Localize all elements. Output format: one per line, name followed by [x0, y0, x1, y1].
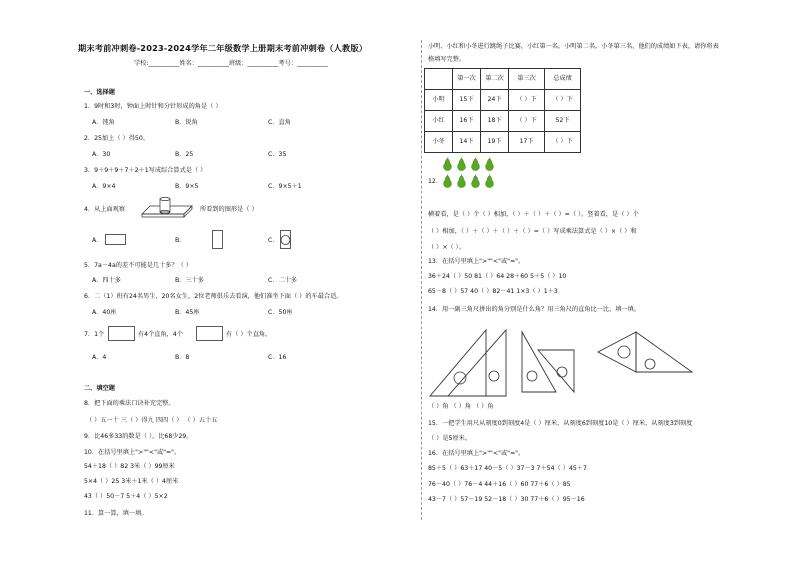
square-icon — [196, 326, 224, 342]
question-7-c: 有（ ）个直角。 — [226, 331, 272, 338]
column-divider — [421, 40, 422, 520]
pear-icon — [470, 157, 481, 171]
table-cell: 15下 — [453, 90, 481, 111]
question-8: 8．把下面的乘法口诀补充完整。 — [84, 400, 175, 407]
q5-option-a: A．四十多 — [92, 277, 121, 284]
pear-icon — [456, 157, 467, 171]
q6-option-c: C．50座 — [268, 309, 293, 316]
table-cell: 14下 — [453, 132, 481, 153]
question-7-a: 7．1个 — [84, 331, 105, 338]
q12-line-3: （ ）×（ ）。 — [428, 244, 465, 251]
triangle-ruler-icon — [428, 320, 508, 398]
table-cell: 18下 — [481, 111, 509, 132]
q10-row-2: 5×4（ ）25 3米＋1米（ ）4厘米 — [84, 478, 179, 485]
q12-line-1: 横着看，是（ ）个（ ）相加，（ ）＋（ ）＋（ ）=（ ）。竖着看，是（ ）个 — [428, 211, 639, 218]
question-1: 1．9时和3时，钟面上时针和分针形成的角是（ ） — [84, 103, 222, 110]
table-intro-line-2: 格填写完整。 — [428, 56, 466, 63]
question-4-pre: 4．从上面观察 — [84, 206, 126, 213]
pear-icon — [442, 174, 453, 188]
question-11: 11．算一算，填一填。 — [84, 510, 148, 517]
table-intro-line-1: 小明、小红和小冬进行跳绳子比赛，小红第一名，小明第二名，小冬第三名，他们的成绩如下表，请你将表 — [428, 43, 719, 50]
table-header-cell: 第三次 — [509, 69, 545, 90]
q3-option-b: B．9×5 — [175, 183, 199, 190]
q2-option-c: C．35 — [268, 151, 287, 158]
q7-option-a: A．4 — [92, 354, 107, 361]
table-row — [425, 90, 581, 111]
circle-in-square-icon — [280, 230, 292, 250]
q13-row-2: 65－8（ ）57 40（ ）82－41 1×3（ ）1＋3 — [428, 288, 558, 295]
q1-option-c: C．直角 — [268, 119, 291, 126]
q7-option-b: B．8 — [175, 354, 190, 361]
q3-option-a: A．9×4 — [92, 183, 116, 190]
table-row — [425, 132, 581, 153]
table-header-cell: 第一次 — [453, 69, 481, 90]
table-header-cell: 第二次 — [481, 69, 509, 90]
table-cell: （ ）下 — [545, 132, 581, 153]
pear-icon — [484, 157, 495, 171]
q4-option-c: C． — [268, 237, 279, 244]
pear-icon — [484, 174, 495, 188]
table-cell: 小明 — [425, 90, 453, 111]
q16-row-3: 43－7（ ）57－19 52－18（ ）30 77＋6（ ）95－16 — [428, 496, 585, 503]
q4-option-b: B． — [175, 237, 186, 244]
square-icon — [212, 230, 224, 250]
q10-row-1: 54＋18（ ）82 3米（ ）99厘米 — [84, 463, 175, 470]
table-cell: 24下 — [481, 90, 509, 111]
rectangle-icon — [108, 326, 136, 342]
table-header-cell — [425, 69, 453, 90]
q12-line-2: （ ）相加，（ ）＋（ ）＋（ ）＋（ ）=（ ）写成乘法算式是（ ）×（ ）和 — [428, 228, 637, 235]
q16-row-2: 76－40（ ）76－4 44＋16（ ）60 77＋6（ ）85 — [428, 481, 571, 488]
q10-row-3: 43（ ）50－7 5＋4（ ）5×2 — [84, 493, 168, 500]
question-2: 2．25加上（ ）得50。 — [84, 135, 149, 142]
q6-option-b: B．45座 — [175, 309, 200, 316]
q2-option-b: B．25 — [175, 151, 194, 158]
table-cell: （ ）下 — [545, 90, 581, 111]
q5-option-c: C．二十多 — [268, 277, 298, 284]
question-7-b: 有4个直角，4个 — [138, 331, 183, 338]
question-6: 6．二（1）班有24名男生，20名女生，2位老师俱乐去看演，他们准坐下面（ ）的车最合适。 — [84, 293, 343, 300]
section-2-heading: 二、填空题 — [84, 385, 115, 392]
q2-option-a: A．30 — [92, 151, 111, 158]
table-cell: 17下 — [509, 132, 545, 153]
table-cell: 小冬 — [425, 132, 453, 153]
q7-option-c: C．16 — [268, 354, 287, 361]
q5-option-b: B．三十多 — [175, 277, 204, 284]
student-info: 学校:__________姓名：__________班级：__________考号：__________ — [134, 60, 328, 67]
q8-fill-line: （ ）五一十 三（ ）得九 四四（ ） （ ）五十五 — [86, 417, 218, 424]
q1-option-a: A．钝角 — [92, 119, 115, 126]
question-10: 10．在括号里填上">""<"或"="。 — [84, 449, 181, 456]
question-13: 13．在括号里填上">""<"或"="。 — [428, 258, 525, 265]
q16-row-1: 85＋5（ ）63＋17 40－5（ ）37－3 7＋54（ ）45＋7 — [428, 465, 587, 472]
question-4-post: 所看到的图形是（ ） — [200, 206, 258, 213]
q4-option-a: A． — [92, 237, 103, 244]
question-14: 14．用一副三角尺拼出的角分别是什么角？用三角尺的直角比一比，填一填。 — [428, 306, 641, 313]
table-cell: 19下 — [481, 132, 509, 153]
cuboid-cylinder-figure — [140, 196, 200, 218]
table-row — [425, 111, 581, 132]
table-cell: 16下 — [453, 111, 481, 132]
score-table — [424, 68, 581, 153]
table-cell: 52下 — [545, 111, 581, 132]
table-cell: （ ）下 — [509, 111, 545, 132]
page-title: 期末考前冲刺卷-2023-2024学年二年级数学上册期末考前冲刺卷（人教版） — [78, 43, 368, 53]
table-header-row — [425, 69, 581, 90]
question-9: 9．比46多33的数是（ ），比68少29。 — [84, 433, 193, 440]
question-3: 3．9＋9＋9＋7＋2＋1写成综合算式是（ ） — [84, 167, 207, 174]
pear-icon — [442, 157, 453, 171]
triangle-ruler-icon — [596, 326, 694, 376]
q13-row-1: 36＋24（ ）50 81（ ）64 28＋60 5＋5（ ）10 — [428, 273, 567, 280]
q14-answer-line: （ ）角 （ ）角 （ ）角 — [428, 403, 494, 410]
question-5: 5．7a－4a的差不可能是几十多？（ ） — [84, 262, 192, 269]
triangle-ruler-icon — [518, 328, 578, 396]
table-cell: 小红 — [425, 111, 453, 132]
q6-option-a: A．40座 — [92, 309, 117, 316]
q15-line-2: （ ）是5厘米。 — [428, 435, 472, 442]
q3-option-c: C．9×5＋1 — [268, 183, 302, 190]
pear-grid — [442, 157, 502, 191]
q1-option-b: B．锐角 — [175, 119, 198, 126]
table-header-cell: 总成绩 — [545, 69, 581, 90]
section-1-heading: 一、选择题 — [84, 89, 115, 96]
table-cell: （ ）下 — [509, 90, 545, 111]
question-12-label: 12． — [428, 178, 443, 185]
question-16: 16．在括号里填上">""<"或"="。 — [428, 450, 525, 457]
pear-icon — [470, 174, 481, 188]
q15-line-1: 15．一把学生用尺从刻度0到刻度4是（ ）厘米，从刻度6到刻度10是（ ）厘米，从刻度3到刻度 — [428, 420, 693, 427]
rectangle-icon — [105, 234, 127, 245]
pear-icon — [456, 174, 467, 188]
